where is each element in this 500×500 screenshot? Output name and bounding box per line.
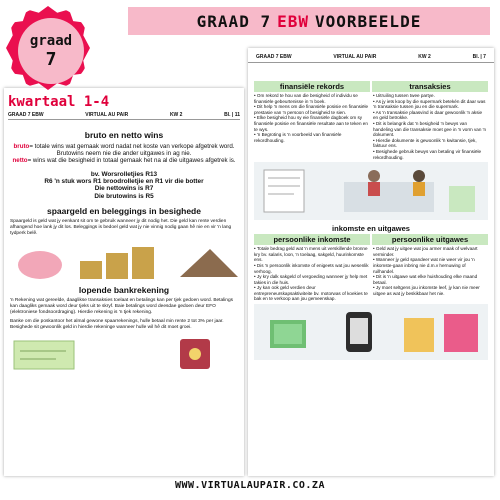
grade-badge-inner	[18, 18, 84, 84]
bank-text-1: 'n Rekening wat gereelde, daaglikse transaksies toelaat en betalings kan per tjek gedoen word. Betalings kan daagliks gemaak word deur tjeks uit te skryf. Baie betalings word deesdae gedoen deur EFO (elektroniese fondsoordraging). Hierdie rekening is 'n tjek rekening.	[10, 298, 234, 316]
sub-section-bullets	[254, 246, 488, 302]
example-block	[10, 171, 238, 201]
list-item: • Geld wat jy uitgee wat jou armer maak of welvaart verminder.	[373, 246, 488, 257]
front-page-body	[10, 130, 238, 375]
example-line: Die nettowins is R7	[94, 185, 154, 193]
transaksies-list	[373, 93, 488, 160]
list-item: • As jy iets koop by die supermark betekén dit daar was 'n transaksie tussen jou en die supermark.	[373, 99, 488, 110]
heading-spaargeld: spaargeld en beleggings in besighede	[47, 206, 201, 217]
list-item: • 'n Begroting is 'n voorbeeld van finansiële rekordhouding.	[254, 132, 369, 143]
example-line: Die brutowins is R5	[94, 192, 154, 200]
section-persoonlike-inkomste: persoonlike inkomste	[254, 234, 370, 245]
header-kw: KW 2	[169, 112, 183, 118]
illustration-money	[254, 304, 488, 360]
rekords-list	[254, 93, 369, 160]
badge-line-2: 7	[45, 48, 57, 70]
header-brand: VIRTUAL AU PAIR	[333, 54, 377, 60]
cheque-illustration	[10, 335, 238, 371]
header-brand: VIRTUAL AU PAIR	[85, 112, 129, 118]
netto-text: = wins wat die besigheid in totaal gemaak het na al die uitgawes afgetrek is.	[27, 157, 236, 165]
money-illustration	[254, 304, 488, 360]
inkomste-uitgawes-title: inkomste en uitgawes	[332, 224, 410, 234]
illustration-savings	[10, 241, 238, 281]
example-line: bv. Worsrolletjies R13	[90, 170, 158, 178]
page-header	[248, 48, 494, 63]
title-part-3: VOORBEELDE	[315, 11, 422, 31]
header-grade: GRAAD 7 EBW	[8, 112, 44, 118]
list-item: • Uitruiling tussen twee partye.	[373, 93, 488, 99]
example-line: R6 'n stuk wors R1 broodrolletjie en R1 vir die botter	[44, 178, 204, 186]
illustration-shop	[254, 162, 488, 220]
list-item: • Hierdie dokumente is gewoonlik 'n kwitansie, tjek, faktuur ens.	[373, 138, 488, 149]
list-item: • Totale bedrag geld wat 'n mens uit verskillende bronne kry bv. salaris, loon, 'n toelaag, sakgeld, huurinkomste ens.	[254, 246, 369, 263]
section-finansiele-rekords: finansiële rekords	[254, 81, 370, 92]
netto-label: netto	[12, 157, 28, 165]
spaargeld-text: Spaargeld is geld wat jy eenkant sit om te gebruik wanneer jy dit nodig het. Die geld kan rente verdien afhangend hoe lank jy dit los. Beleggings is bedoel geld wat jy nie vinnig nodig gaan hê nie en vir 'n lang tydperk belê.	[10, 219, 232, 237]
sub-section-headers	[254, 234, 488, 245]
uitgawes-list	[373, 246, 488, 302]
list-item: • Dis 'n persoonlik inkomste of enigeets wat jou wesenlik verhoog.	[254, 263, 369, 274]
list-item: • Dit is belangrik dat 'n besigheid 'n bewys van handeling van die transaksie moet gee in 'n vorm van 'n dokument.	[373, 121, 488, 138]
badge-line-1: graad	[29, 32, 73, 49]
kwartaal-heading: kwartaal 1-4	[8, 94, 110, 110]
title-part-2: EBW	[277, 11, 309, 31]
worksheet-page-front	[4, 88, 244, 476]
list-item: • Elke besigheid hou sy eie finansiële dagboek om sy finansiële posisie en finansiële resultate aan te teken en te wys.	[254, 115, 369, 132]
heading-lopende-bank: lopende bankrekening	[78, 285, 170, 296]
header-grade: GRAAD 7 EBW	[256, 54, 292, 60]
netto-definition	[10, 157, 238, 164]
list-item: • Dit help 'n mens om die finansiële posisie en finansiële prestasie van 'n persoon of besigheid te sien.	[254, 104, 369, 115]
page-title-banner	[128, 7, 490, 35]
section-transaksies: transaksies	[372, 81, 488, 92]
bank-text-2: Banke om die poskantoor het almal gewone spaarrekenings, hulle betaal min rente 2 tot 3% per jaar. Besighede sit gewoonlik geld in hierdie rekeninge wanneer hulle wil hê dit moet groei.	[10, 319, 224, 331]
inkomste-list	[254, 246, 369, 302]
list-item: • Besighede gebruik bewys van betaling vir finansiële rekordhouding.	[373, 149, 488, 160]
header-page: Bl. | 11	[224, 112, 240, 118]
worksheet-page-back	[248, 48, 494, 476]
section-bullets	[254, 93, 488, 160]
front-page-header	[8, 112, 240, 120]
savings-illustration	[10, 241, 238, 281]
list-item: • As 'n transaksie plaasvind is daar gewoonlik 'n aksie en geld betrokke.	[373, 110, 488, 121]
bruto-definition	[10, 143, 238, 157]
bruto-label: bruto	[13, 143, 30, 150]
list-item: • Dit is 'n uitgawe wat elke huishouding elke maand betaal.	[373, 274, 488, 285]
bruto-text: = totale wins wat gemaak word nadat net koste van verkope afgetrek word. Brutowins neem nie die ander uitgawes in ag nie.	[29, 143, 235, 158]
shop-illustration	[254, 162, 488, 220]
footer-url: WWW.VIRTUALAUPAIR.CO.ZA	[175, 480, 325, 491]
list-item: • Om rekord te hou van die besigheid of individu se finansiële gebeurtenisse in 'n boek.	[254, 93, 369, 104]
section-headers	[254, 81, 488, 92]
heading-bruto-netto: bruto en netto wins	[84, 130, 164, 140]
header-kw: KW 2	[418, 54, 431, 60]
header-page: Bl. | 7	[472, 54, 486, 60]
list-item: • Jy kan ook geld verdien deur entrepreneurskapsaktiwiteite bv. motorwas of koekies te bak en te verkoop aan jou gemeenskap.	[254, 285, 369, 302]
list-item: • Jy kry dalk sakgeld of vergoeding wanneer jy help met takies in die huis.	[254, 274, 369, 285]
list-item: • Wanneer jy geld spandeer wat nie weer vir jou 'n inkomste-gaan inbring nie d.m.v hernuwing of ruilhandel.	[373, 257, 488, 274]
illustration-cheque	[10, 335, 238, 371]
list-item: • Jy moet seltgens jou inkomste leef, jy kan nie meer uitgee as wat jy beskikbaar het nie.	[373, 285, 488, 296]
section-persoonlike-uitgawes: persoonlike uitgawes	[372, 234, 488, 245]
title-part-1: GRAAD 7	[196, 11, 272, 31]
